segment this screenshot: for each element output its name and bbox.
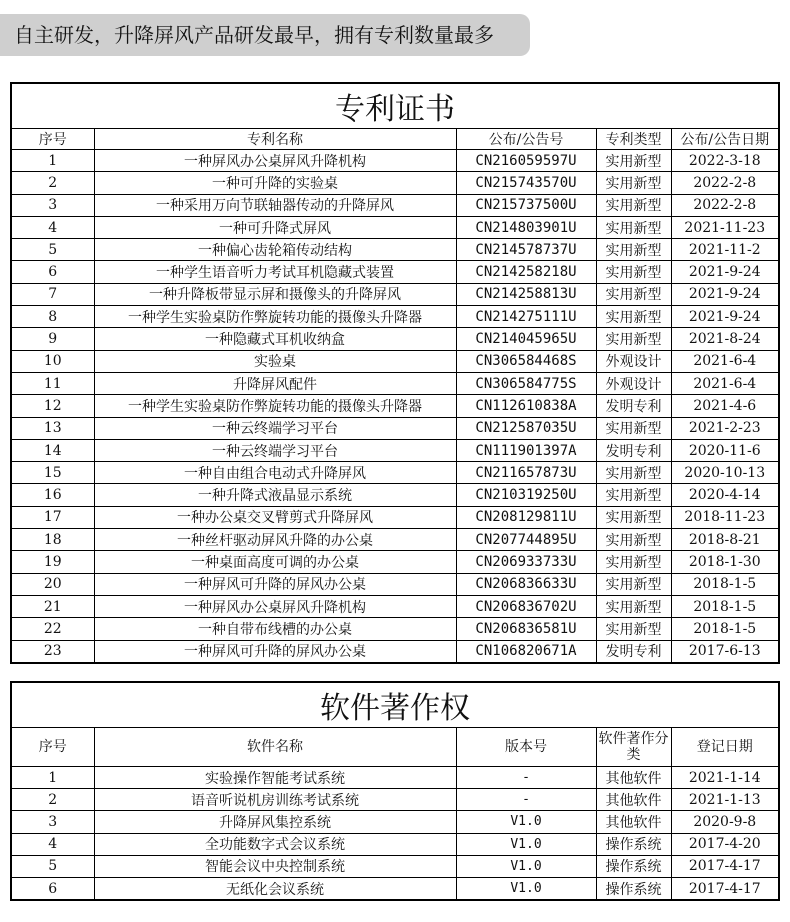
cell-publication-date: 2021-2-23 xyxy=(671,417,779,439)
patent-table-title: 专利证书 xyxy=(11,83,779,129)
header-patent-name: 专利名称 xyxy=(94,129,456,150)
cell-index: 13 xyxy=(11,417,94,439)
cell-publication-number: CN210319250U xyxy=(456,484,596,506)
cell-publication-number: CN208129811U xyxy=(456,506,596,528)
cell-publication-number: CN214803901U xyxy=(456,216,596,238)
patent-table xyxy=(10,82,780,664)
cell-patent-name: 一种升降板带显示屏和摄像头的升降屏风 xyxy=(94,283,456,305)
cell-publication-date: 2021-6-4 xyxy=(671,350,779,372)
cell-registration-date: 2021-1-14 xyxy=(671,767,779,789)
cell-registration-date: 2017-4-17 xyxy=(671,855,779,877)
cell-patent-type: 发明专利 xyxy=(596,640,671,663)
cell-patent-type: 实用新型 xyxy=(596,462,671,484)
cell-publication-number: CN214578737U xyxy=(456,239,596,261)
software-table-title: 软件著作权 xyxy=(11,682,779,728)
table-row xyxy=(11,506,779,528)
cell-publication-date: 2017-6-13 xyxy=(671,640,779,663)
cell-index: 14 xyxy=(11,439,94,461)
patent-header-row xyxy=(11,129,779,150)
cell-patent-name: 一种云终端学习平台 xyxy=(94,417,456,439)
cell-publication-date: 2018-1-5 xyxy=(671,573,779,595)
cell-index: 5 xyxy=(11,239,94,261)
cell-publication-number: CN306584468S xyxy=(456,350,596,372)
table-row xyxy=(11,216,779,238)
banner: 自主研发，升降屏风产品研发最早，拥有专利数量最多 xyxy=(0,14,530,56)
cell-publication-number: CN111901397A xyxy=(456,439,596,461)
cell-patent-type: 外观设计 xyxy=(596,372,671,394)
cell-software-name: 升降屏风集控系统 xyxy=(94,811,456,833)
cell-registration-date: 2021-1-13 xyxy=(671,789,779,811)
patent-body xyxy=(11,150,779,663)
cell-version: V1.0 xyxy=(456,833,596,855)
cell-patent-type: 发明专利 xyxy=(596,395,671,417)
cell-software-category: 其他软件 xyxy=(596,789,671,811)
header-index: 序号 xyxy=(11,728,94,767)
cell-publication-date: 2021-8-24 xyxy=(671,328,779,350)
cell-index: 1 xyxy=(11,150,94,172)
table-row xyxy=(11,640,779,663)
cell-publication-date: 2018-11-23 xyxy=(671,506,779,528)
cell-patent-type: 实用新型 xyxy=(596,595,671,617)
cell-publication-date: 2018-1-5 xyxy=(671,618,779,640)
cell-publication-number: CN211657873U xyxy=(456,462,596,484)
table-row xyxy=(11,194,779,216)
cell-index: 11 xyxy=(11,372,94,394)
cell-registration-date: 2017-4-17 xyxy=(671,877,779,900)
cell-patent-type: 实用新型 xyxy=(596,484,671,506)
cell-publication-date: 2020-11-6 xyxy=(671,439,779,461)
header-index: 序号 xyxy=(11,129,94,150)
cell-patent-name: 一种桌面高度可调的办公桌 xyxy=(94,551,456,573)
table-row xyxy=(11,150,779,172)
table-row xyxy=(11,789,779,811)
software-body xyxy=(11,767,779,901)
cell-patent-name: 一种屏风可升降的屏风办公桌 xyxy=(94,640,456,663)
cell-patent-type: 实用新型 xyxy=(596,239,671,261)
cell-publication-number: CN306584775S xyxy=(456,372,596,394)
cell-index: 5 xyxy=(11,855,94,877)
cell-publication-date: 2022-3-18 xyxy=(671,150,779,172)
cell-patent-name: 一种隐藏式耳机收纳盒 xyxy=(94,328,456,350)
table-row xyxy=(11,306,779,328)
cell-index: 3 xyxy=(11,194,94,216)
cell-patent-type: 实用新型 xyxy=(596,194,671,216)
cell-version: V1.0 xyxy=(456,877,596,900)
cell-publication-number: CN215743570U xyxy=(456,172,596,194)
cell-software-name: 全功能数字式会议系统 xyxy=(94,833,456,855)
table-row xyxy=(11,328,779,350)
cell-registration-date: 2017-4-20 xyxy=(671,833,779,855)
table-row xyxy=(11,551,779,573)
table-row xyxy=(11,484,779,506)
table-row xyxy=(11,462,779,484)
cell-publication-date: 2022-2-8 xyxy=(671,194,779,216)
cell-patent-name: 一种学生语音听力考试耳机隐藏式装置 xyxy=(94,261,456,283)
header-publication-date: 公布/公告日期 xyxy=(671,129,779,150)
cell-patent-type: 实用新型 xyxy=(596,573,671,595)
table-row xyxy=(11,395,779,417)
cell-patent-name: 一种学生实验桌防作弊旋转功能的摄像头升降器 xyxy=(94,395,456,417)
cell-patent-name: 一种屏风办公桌屏风升降机构 xyxy=(94,595,456,617)
table-row xyxy=(11,283,779,305)
cell-publication-date: 2020-10-13 xyxy=(671,462,779,484)
cell-index: 17 xyxy=(11,506,94,528)
cell-patent-type: 外观设计 xyxy=(596,350,671,372)
cell-patent-name: 一种办公桌交叉臂剪式升降屏风 xyxy=(94,506,456,528)
cell-index: 18 xyxy=(11,529,94,551)
cell-patent-type: 发明专利 xyxy=(596,439,671,461)
cell-patent-type: 实用新型 xyxy=(596,529,671,551)
cell-index: 1 xyxy=(11,767,94,789)
cell-publication-date: 2018-1-5 xyxy=(671,595,779,617)
cell-patent-type: 实用新型 xyxy=(596,283,671,305)
software-table xyxy=(10,681,780,901)
cell-patent-name: 一种可升降的实验桌 xyxy=(94,172,456,194)
header-version: 版本号 xyxy=(456,728,596,767)
cell-patent-type: 实用新型 xyxy=(596,417,671,439)
cell-patent-name: 一种采用万向节联轴器传动的升降屏风 xyxy=(94,194,456,216)
table-row xyxy=(11,239,779,261)
cell-patent-type: 实用新型 xyxy=(596,216,671,238)
cell-index: 16 xyxy=(11,484,94,506)
cell-publication-date: 2018-8-21 xyxy=(671,529,779,551)
cell-registration-date: 2020-9-8 xyxy=(671,811,779,833)
cell-patent-name: 一种自由组合电动式升降屏风 xyxy=(94,462,456,484)
table-row xyxy=(11,372,779,394)
table-row xyxy=(11,595,779,617)
table-row xyxy=(11,529,779,551)
cell-publication-date: 2021-9-24 xyxy=(671,283,779,305)
cell-publication-date: 2018-1-30 xyxy=(671,551,779,573)
table-row xyxy=(11,618,779,640)
cell-patent-type: 实用新型 xyxy=(596,551,671,573)
cell-version: - xyxy=(456,789,596,811)
cell-publication-date: 2021-9-24 xyxy=(671,306,779,328)
cell-software-name: 语音听说机房训练考试系统 xyxy=(94,789,456,811)
cell-software-name: 智能会议中央控制系统 xyxy=(94,855,456,877)
cell-publication-number: CN112610838A xyxy=(456,395,596,417)
cell-patent-type: 实用新型 xyxy=(596,306,671,328)
cell-index: 19 xyxy=(11,551,94,573)
cell-publication-number: CN215737500U xyxy=(456,194,596,216)
cell-index: 22 xyxy=(11,618,94,640)
cell-patent-name: 一种屏风办公桌屏风升降机构 xyxy=(94,150,456,172)
cell-publication-date: 2021-11-23 xyxy=(671,216,779,238)
cell-publication-number: CN206836633U xyxy=(456,573,596,595)
cell-publication-number: CN206836702U xyxy=(456,595,596,617)
cell-software-category: 操作系统 xyxy=(596,877,671,900)
cell-publication-date: 2022-2-8 xyxy=(671,172,779,194)
cell-version: V1.0 xyxy=(456,811,596,833)
cell-patent-name: 升降屏风配件 xyxy=(94,372,456,394)
cell-index: 21 xyxy=(11,595,94,617)
cell-index: 12 xyxy=(11,395,94,417)
cell-patent-name: 一种学生实验桌防作弊旋转功能的摄像头升降器 xyxy=(94,306,456,328)
cell-publication-number: CN207744895U xyxy=(456,529,596,551)
cell-patent-type: 实用新型 xyxy=(596,172,671,194)
cell-version: - xyxy=(456,767,596,789)
cell-patent-name: 一种自带布线槽的办公桌 xyxy=(94,618,456,640)
table-row xyxy=(11,877,779,900)
cell-index: 4 xyxy=(11,216,94,238)
cell-index: 8 xyxy=(11,306,94,328)
cell-index: 6 xyxy=(11,261,94,283)
cell-index: 2 xyxy=(11,789,94,811)
table-row xyxy=(11,767,779,789)
cell-publication-date: 2020-4-14 xyxy=(671,484,779,506)
software-header-row xyxy=(11,728,779,767)
cell-publication-number: CN214275111U xyxy=(456,306,596,328)
cell-publication-number: CN214045965U xyxy=(456,328,596,350)
cell-publication-number: CN106820671A xyxy=(456,640,596,663)
cell-publication-number: CN212587035U xyxy=(456,417,596,439)
table-row xyxy=(11,172,779,194)
cell-publication-date: 2021-4-6 xyxy=(671,395,779,417)
table-row xyxy=(11,811,779,833)
cell-publication-date: 2021-11-2 xyxy=(671,239,779,261)
header-publication-number: 公布/公告号 xyxy=(456,129,596,150)
cell-index: 4 xyxy=(11,833,94,855)
cell-patent-type: 实用新型 xyxy=(596,618,671,640)
cell-patent-name: 实验桌 xyxy=(94,350,456,372)
cell-version: V1.0 xyxy=(456,855,596,877)
cell-index: 9 xyxy=(11,328,94,350)
cell-index: 15 xyxy=(11,462,94,484)
cell-software-name: 实验操作智能考试系统 xyxy=(94,767,456,789)
cell-patent-type: 实用新型 xyxy=(596,328,671,350)
cell-publication-number: CN206836581U xyxy=(456,618,596,640)
cell-index: 2 xyxy=(11,172,94,194)
cell-patent-type: 实用新型 xyxy=(596,150,671,172)
cell-index: 20 xyxy=(11,573,94,595)
cell-index: 10 xyxy=(11,350,94,372)
header-software-name: 软件名称 xyxy=(94,728,456,767)
cell-publication-date: 2021-9-24 xyxy=(671,261,779,283)
cell-patent-name: 一种丝杆驱动屏风升降的办公桌 xyxy=(94,529,456,551)
cell-publication-number: CN214258813U xyxy=(456,283,596,305)
table-row xyxy=(11,439,779,461)
header-software-category: 软件著作分类 xyxy=(596,728,671,767)
table-row xyxy=(11,573,779,595)
cell-patent-name: 一种可升降式屏风 xyxy=(94,216,456,238)
cell-patent-type: 实用新型 xyxy=(596,261,671,283)
cell-index: 23 xyxy=(11,640,94,663)
cell-patent-name: 一种升降式液晶显示系统 xyxy=(94,484,456,506)
cell-software-category: 其他软件 xyxy=(596,811,671,833)
cell-index: 7 xyxy=(11,283,94,305)
cell-index: 3 xyxy=(11,811,94,833)
table-row xyxy=(11,350,779,372)
cell-software-category: 操作系统 xyxy=(596,833,671,855)
table-row xyxy=(11,417,779,439)
cell-software-name: 无纸化会议系统 xyxy=(94,877,456,900)
cell-patent-type: 实用新型 xyxy=(596,506,671,528)
cell-publication-number: CN216059597U xyxy=(456,150,596,172)
cell-publication-date: 2021-6-4 xyxy=(671,372,779,394)
cell-software-category: 其他软件 xyxy=(596,767,671,789)
cell-patent-name: 一种云终端学习平台 xyxy=(94,439,456,461)
cell-publication-number: CN214258218U xyxy=(456,261,596,283)
table-row xyxy=(11,833,779,855)
header-patent-type: 专利类型 xyxy=(596,129,671,150)
cell-software-category: 操作系统 xyxy=(596,855,671,877)
table-row xyxy=(11,855,779,877)
table-row xyxy=(11,261,779,283)
cell-patent-name: 一种屏风可升降的屏风办公桌 xyxy=(94,573,456,595)
cell-publication-number: CN206933733U xyxy=(456,551,596,573)
header-registration-date: 登记日期 xyxy=(671,728,779,767)
cell-patent-name: 一种偏心齿轮箱传动结构 xyxy=(94,239,456,261)
cell-index: 6 xyxy=(11,877,94,900)
